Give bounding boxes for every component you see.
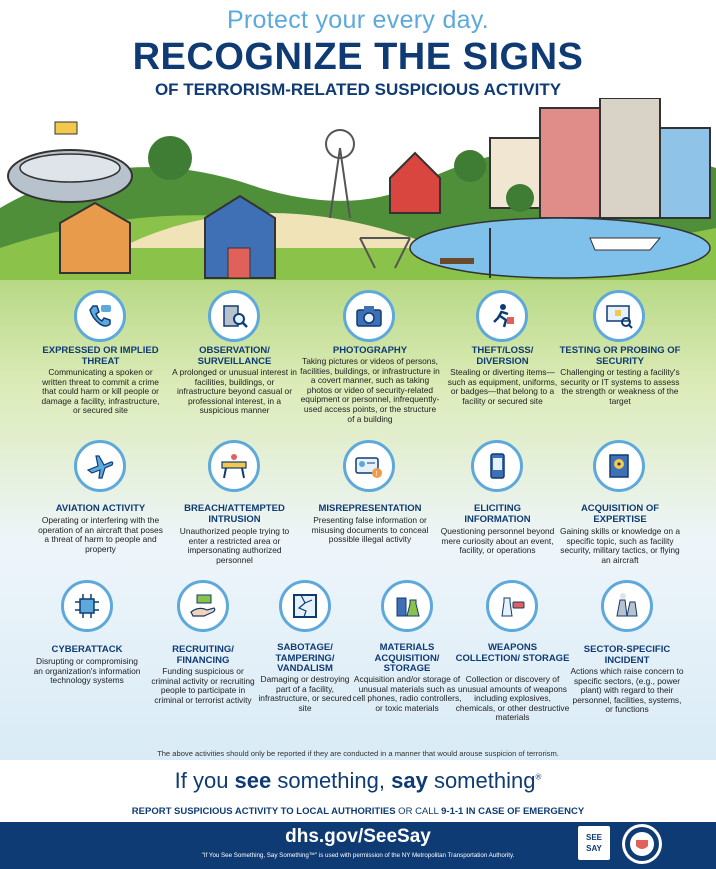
report-instruction xyxy=(0,806,716,817)
item-description: Gaining skills or knowledge on a specific topic, such as facility security, military tactics, or flying an aircraft xyxy=(559,526,681,565)
item-description: Damaging or destroying part of a facility, infrastructure, or secured site xyxy=(258,674,352,713)
item-title: EXPRESSED OR IMPLIED THREAT xyxy=(42,345,159,367)
item-sabotage xyxy=(255,580,355,740)
item-breach xyxy=(172,440,297,570)
computer-lock-icon xyxy=(593,290,645,342)
subtitle: OF TERRORISM-RELATED SUSPICIOUS ACTIVITY xyxy=(154,80,562,99)
item-title: ELICITING INFORMATION xyxy=(464,503,531,525)
item-title: SECTOR-SPECIFIC INCIDENT xyxy=(583,644,671,666)
slogan-part: something xyxy=(427,768,536,793)
explosives-icon xyxy=(486,580,538,632)
item-title: CYBERATTACK xyxy=(51,644,123,655)
campaign-slogan xyxy=(0,768,716,794)
item-title: PHOTOGRAPHY xyxy=(332,345,408,356)
item-description: Presenting false information or misusing documents to conceal possible illegal activity xyxy=(311,515,429,545)
item-materials-acquisition xyxy=(352,580,462,740)
item-description: Communicating a spoken or written threat to commit a crime that could harm or kill people or damage a facility, infrastructure, or secured site xyxy=(41,367,160,416)
item-testing-security xyxy=(555,290,685,430)
item-title: TESTING OR PROBING OF SECURITY xyxy=(559,345,681,367)
item-description: Funding suspicious or criminal activity or recruiting people to participate in criminal or terrorist activity xyxy=(151,666,255,705)
item-weapons-collection xyxy=(455,580,570,740)
id-card-warning-icon xyxy=(343,440,395,492)
item-expressed-threat xyxy=(38,290,163,430)
slogan-part: something, xyxy=(271,768,392,793)
item-title: SABOTAGE/ TAMPERING/ VANDALISM xyxy=(275,642,335,674)
item-description: A prolonged or unusual interest in facilities, buildings, or infrastructure beyond casual or professional interest, in a suspicious manner xyxy=(172,367,297,416)
report-normal: OR CALL xyxy=(395,806,442,817)
circuit-chip-icon xyxy=(61,580,113,632)
item-title: THEFT/LOSS/ DIVERSION xyxy=(471,345,534,367)
item-sector-specific xyxy=(568,580,686,740)
item-observation xyxy=(172,290,297,430)
money-hand-icon xyxy=(177,580,229,632)
item-description: Unauthorized people trying to enter a restricted area or impersonating authorized personnel xyxy=(179,526,290,565)
item-title: MISREPRESENTATION xyxy=(318,503,422,514)
svg-text:!: ! xyxy=(375,471,378,478)
item-aviation xyxy=(38,440,163,570)
item-recruiting xyxy=(148,580,258,740)
item-title: WEAPONS COLLECTION/ STORAGE xyxy=(455,642,570,664)
page-title: RECOGNIZE THE SIGNS xyxy=(132,36,584,78)
city-landscape-illustration xyxy=(0,98,716,288)
item-description: Disrupting or compromising an organization's information technology systems xyxy=(33,656,141,686)
power-plant-icon xyxy=(601,580,653,632)
airplane-icon xyxy=(74,440,126,492)
item-description: Acquisition and/or storage of unusual materials such as cell phones, radio controllers, or toxic materials xyxy=(352,674,462,713)
item-description: Actions which raise concern to specific sectors, (e.g., power plant) with regard to their personnel, facilities, systems, or functions xyxy=(570,666,684,715)
permission-note: "If You See Something, Say Something™" is used with permission of the NY Metropolitan Transportation Authority. xyxy=(201,852,515,859)
report-emergency: 9-1-1 IN CASE OF EMERGENCY xyxy=(441,806,585,817)
phone-message-icon xyxy=(471,440,523,492)
broken-window-icon xyxy=(279,580,331,632)
item-eliciting xyxy=(440,440,555,570)
item-cyberattack xyxy=(32,580,142,740)
item-title: ACQUISITION OF EXPERTISE xyxy=(580,503,660,525)
tagline: Protect your every day. xyxy=(226,6,490,34)
item-description: Challenging or testing a facility's security or IT systems to assess the strength or weakness of the target xyxy=(560,367,680,406)
item-title: AVIATION ACTIVITY xyxy=(55,503,146,514)
item-title: MATERIALS ACQUISITION/ STORAGE xyxy=(374,642,440,674)
running-thief-icon xyxy=(476,290,528,342)
item-description: Questioning personnel beyond mere curiosity about an event, facility, or operations xyxy=(440,526,555,556)
item-description: Collection or discovery of unusual amounts of weapons including explosives, chemicals, or other destructive materials xyxy=(455,674,570,723)
item-misrepresentation xyxy=(300,440,440,570)
item-acquisition-expertise xyxy=(555,440,685,570)
chemicals-phone-icon xyxy=(381,580,433,632)
item-title: BREACH/ATTEMPTED INTRUSION xyxy=(184,503,285,525)
radiation-book-icon xyxy=(593,440,645,492)
dhs-seal-icon xyxy=(622,824,662,864)
report-bold: REPORT SUSPICIOUS ACTIVITY TO LOCAL AUTHORITIES xyxy=(131,806,396,817)
item-description: Operating or interfering with the operation of an aircraft that poses a threat of harm to people and property xyxy=(38,515,163,554)
slogan-part: If you xyxy=(174,768,235,793)
item-title: RECRUITING/ FINANCING xyxy=(172,644,234,666)
item-theft xyxy=(445,290,560,430)
slogan-say: say xyxy=(391,768,428,793)
phone-icon xyxy=(74,290,126,342)
logo-text: SEE SAY xyxy=(585,833,602,853)
item-description: Taking pictures or videos of persons, facilities, buildings, or infrastructure in a covert manner, such as taking photos or video of security-related equipment or personnel, infrequently-used access points, or the structure of a building xyxy=(300,356,440,424)
item-description: Stealing or diverting items—such as equipment, uniforms, or badges—that belong to a facility or secured site xyxy=(447,367,558,406)
item-title: OBSERVATION/ SURVEILLANCE xyxy=(197,345,272,367)
item-photography xyxy=(300,290,440,430)
website-link[interactable]: dhs.gov/SeeSay xyxy=(285,826,431,847)
disclaimer-note: The above activities should only be reported if they are conducted in a manner that would arouse suspicion of terrorism. xyxy=(157,749,559,758)
barricade-icon xyxy=(208,440,260,492)
building-magnifier-icon xyxy=(208,290,260,342)
trademark-mark: ® xyxy=(535,772,542,782)
camera-icon xyxy=(343,290,395,342)
slogan-see: see xyxy=(234,768,272,793)
see-say-logo xyxy=(578,826,610,860)
